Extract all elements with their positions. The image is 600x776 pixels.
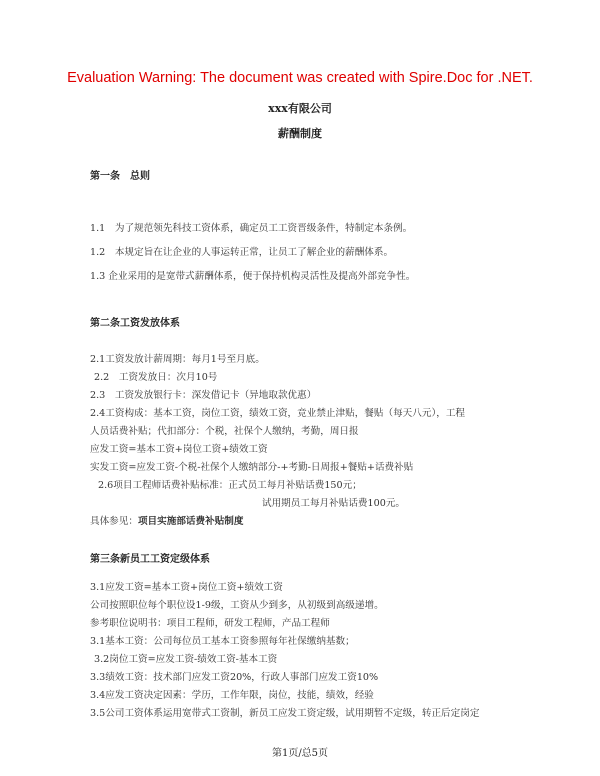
section3-line: 3.2岗位工资=应发工资-绩效工资-基本工资 (94, 654, 278, 665)
section3-heading: 第三条新员工工资定级体系 (90, 554, 210, 565)
section3-line: 3.5公司工资体系运用宽带式工资制，新员工应发工资定级，试用期暂不定级，转正后定岗定 (90, 708, 480, 719)
section2-line: 人员话费补贴；代扣部分：个税，社保个人缴纳，考勤，周日报 (90, 426, 359, 437)
section3-line: 公司按照职位每个职位设1-9级，工资从少到多，从初级到高级递增。 (90, 600, 384, 611)
reference-title: 项目实施部话费补贴制度 (137, 516, 244, 527)
section2-line: 试用期员工每月补贴话费100元。 (262, 498, 406, 509)
section1-line: 1.2 本规定旨在让企业的人事运转正常，让员工了解企业的薪酬体系。 (90, 247, 394, 258)
section2-line: 实发工资=应发工资-个税-社保个人缴纳部分-+考勤-日周报+餐贴+话费补贴 (90, 462, 414, 473)
section2-line: 2.4工资构成：基本工资，岗位工资，绩效工资，竞业禁止津贴，餐贴（每天八元），工程 (90, 408, 466, 419)
section3-line: 参考职位说明书：项目工程师，研发工程师，产品工程师 (90, 618, 330, 629)
section2-heading: 第二条工资发放体系 (90, 318, 180, 329)
section3-line: 3.1应发工资=基本工资+岗位工资+绩效工资 (90, 582, 283, 593)
section2-line: 2.2 工资发放日：次月10号 (94, 372, 218, 383)
reference-prefix: 具体参见： (90, 516, 138, 527)
section2-line: 2.3 工资发放银行卡：深发借记卡（异地取款优惠） (90, 390, 317, 401)
evaluation-warning: Evaluation Warning: The document was created with Spire.Doc for .NET. (67, 70, 533, 86)
page-number: 第1页/总5页 (271, 748, 329, 759)
section1-line: 1.1 为了规范领先科技工资体系，确定员工工资晋级条件，特制定本条例。 (90, 223, 413, 234)
section3-line: 3.4应发工资决定因素：学历，工作年限，岗位，技能，绩效，经验 (90, 690, 374, 701)
section2-line: 2.1工资发放计薪周期：每月1号至月底。 (90, 354, 265, 365)
section2-line: 2.6项目工程师话费补贴标准：正式员工每月补贴话费150元； (98, 480, 362, 491)
company-name: xxx有限公司 (268, 102, 332, 115)
section2-reference (90, 513, 244, 527)
section3-line: 3.3绩效工资：技术部门应发工资20%，行政人事部门应发工资10% (90, 672, 379, 683)
section1-heading: 第一条 总则 (90, 171, 150, 182)
section2-line: 应发工资=基本工资+岗位工资+绩效工资 (90, 444, 268, 455)
section1-line: 1.3 企业采用的是宽带式薪酬体系，便于保持机构灵活性及提高外部竞争性。 (90, 271, 416, 282)
document-title: 薪酬制度 (278, 127, 322, 140)
section3-line: 3.1基本工资：公司每位员工基本工资参照每年社保缴纳基数； (90, 636, 355, 647)
